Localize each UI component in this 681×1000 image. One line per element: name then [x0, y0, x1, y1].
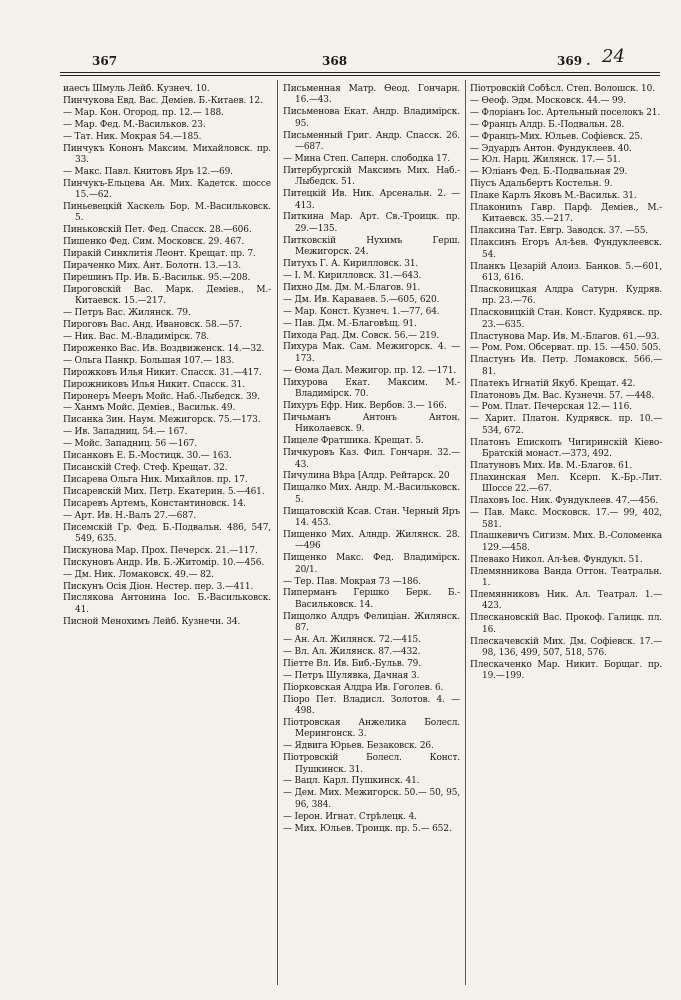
directory-entry: Пироговъ Вас. Анд. Ивановск. 58.—57. — [63, 320, 243, 331]
directory-entry: — Ядвига Юрьев. Безаковск. 26. — [283, 741, 434, 752]
column-2 — [283, 84, 460, 984]
directory-entry: Пирожниковъ Илья Никит. Спасск. 31. — [63, 379, 245, 390]
directory-entry: — Мар. Конст. Кузнеч. 1.—77, 64. — [283, 306, 440, 317]
directory-entry: — Пав. Макс. Московск. 17.— 99, 402, 581. — [470, 508, 662, 530]
directory-entry: Пиньковскій Пет. Фед. Спасск. 28.—606. — [63, 225, 252, 236]
page-number-center: 368 — [322, 54, 348, 68]
directory-entry: Пироженко Вас. Ив. Воздвиженск. 14.—32. — [63, 343, 265, 354]
directory-entry: Пичьманъ Антонъ Антон. Николаевск. 9. — [283, 412, 460, 435]
directory-entry: Племянникова Ванда Оттон. Театральн. 1. — [470, 566, 662, 589]
directory-entry: — Ан. Ал. Жилянск. 72.—415. — [283, 635, 421, 646]
handwritten-page-number: 24 — [602, 46, 625, 67]
directory-entry: Питецкій Ив. Ник. Арсенальн. 2. —413. — [283, 189, 460, 211]
directory-entry: Піотровскій Собѣсл. Степ. Волошск. 10. — [470, 84, 655, 94]
directory-entry: Плашкевичъ Сигизм. Мих. В.-Соломенка 129.—458. — [470, 531, 662, 553]
directory-entry: Пихуръ Ефр. Ник. Вербов. 3.— 166. — [283, 400, 447, 411]
directory-entry: Пиньевецкій Хаскель Бор. М.-Васильковск. 5. — [63, 202, 271, 224]
directory-entry: Писарева Ольга Ник. Михайлов. пр. 17. — [63, 474, 248, 485]
directory-entry: иаесъ Шмуль Лейб. Кузнеч. 10. — [63, 84, 210, 94]
directory-entry: Пиронеръ Мееръ Мойс. Наб.-Лыбедск. 39. — [63, 391, 260, 402]
column-divider-2 — [465, 80, 466, 985]
directory-entry: Піотровскій Болесл. Конст. Пушкинск. 31. — [283, 753, 460, 775]
directory-entry: — Вацл. Карл. Пушкинск. 41. — [283, 776, 420, 787]
column-divider-1 — [277, 80, 278, 985]
directory-entry: — Вл. Ал. Жилянск. 87.—432. — [283, 647, 421, 657]
column-3 — [470, 84, 662, 984]
directory-entry: — Дм. Ив. Караваев. 5.—605, 620. — [283, 294, 440, 305]
directory-entry: Писемскій Гр. Фед. Б.-Подвальн. 486, 547, 549, 635. — [63, 522, 271, 544]
directory-entry: Питковскій Нухимъ Герш. Межигорск. 24. — [283, 235, 460, 258]
directory-entry: — Ханмъ Мойс. Деміев., Васильк. 49. — [63, 403, 236, 414]
directory-entry: Плаксинъ Егоръ Ал-ѣев. Фундуклеевск. 54. — [470, 238, 662, 260]
directory-entry: Піотровская Анжелика Болесл. Мерингонск. 3. — [283, 717, 460, 740]
directory-entry: — Ив. Западниц. 54.— 167. — [63, 427, 188, 438]
directory-entry: Пирожковъ Илья Никит. Спасск. 31.—417. — [63, 367, 262, 378]
directory-entry: Платонъ Епископъ Чигиринскій Кіево-Братскій монаст.—373, 492. — [470, 437, 662, 460]
directory-entry: Писанскій Стеф. Стеф. Крещат. 32. — [63, 463, 228, 473]
directory-entry: Пищалко Мих. Андр. М.-Васильковск. 5. — [283, 483, 460, 505]
directory-entry: Платоновъ Дм. Вас. Кузнечн. 57. —448. — [470, 390, 655, 401]
directory-entry: Писаревъ Артемъ, Константиновск. 14. — [63, 498, 246, 509]
directory-entry: Пихода Рад. Дм. Совск. 56.— 219. — [283, 330, 440, 341]
header-rule-double — [60, 75, 660, 76]
directory-entry: Питкина Мар. Арт. Св.-Троицк. пр. 29.—135. — [283, 212, 460, 234]
directory-entry: Пишенко Фед. Сим. Московск. 29. 467. — [63, 237, 245, 248]
directory-entry: Пиперманъ Гершко Берк. Б.-Васильковск. 14. — [283, 588, 460, 610]
directory-entry: Племянниковъ Ник. Ал. Театрал. 1.—423. — [470, 589, 662, 612]
directory-entry: Пласковицкая Алдра Сатурн. Кудряв. пр. 23.—76. — [470, 284, 662, 307]
directory-entry: Піетте Вл. Ив. Биб.-Бульв. 79. — [283, 658, 421, 669]
directory-entry: Плаховъ Іос. Ник. Фундуклеев. 47.—456. — [470, 496, 659, 507]
directory-entry: — Мар. Фед. М.-Васильков. 23. — [63, 119, 206, 130]
directory-entry: Пираченко Мих. Ант. Болотн. 13.—13. — [63, 261, 241, 272]
directory-entry: Пихурова Екат. Максим. М.-Владимірск. 70. — [283, 377, 460, 400]
directory-entry: Плескановскій Вас. Прокоф. Галицк. пл. 16. — [470, 613, 662, 635]
directory-entry: — Мина Степ. Саперн. слободка 17. — [283, 153, 451, 164]
directory-entry: Пласковицкій Стан. Конст. Кудрявск. пр. 23.—635. — [470, 308, 662, 330]
directory-entry: Пищолко Алдръ Фелиціан. Жилянск. 87. — [283, 611, 460, 634]
directory-entry: — Ѳома Дал. Межигор. пр. 12. —171. — [283, 365, 457, 376]
directory-entry: — Мойс. Западниц. 56 —167. — [63, 439, 198, 450]
directory-entry: — Эдуардъ Антон. Фундуклеев. 40. — [470, 143, 632, 154]
directory-entry: Писанка Зин. Наум. Межигорск. 75.—173. — [63, 415, 261, 426]
directory-entry: Пироговскій Вас. Марк. Деміев., М.-Китаевск. 15.—217. — [63, 284, 271, 307]
directory-entry: — І. М. Кирилловск. 31.—643. — [283, 271, 422, 281]
directory-entry: Пихно Дм. Дм. М.-Благов. 91. — [283, 282, 421, 293]
directory-entry: — Ром. Плат. Печерская 12.— 116. — [470, 402, 632, 413]
directory-entry: — Ольга Панкр. Большая 107.— 183. — [63, 355, 235, 366]
directory-entry: Платекъ Игнатій Якуб. Крещат. 42. — [470, 378, 636, 389]
directory-entry: — Пав. Дм. М.-Благовѣщ. 91. — [283, 318, 417, 329]
directory-entry: Пискунова Мар. Прох. Печерск. 21.—117. — [63, 545, 258, 556]
directory-entry: Пищенко Мих. Алндр. Жилянск. 28.—496 — [283, 529, 460, 552]
column-1 — [63, 84, 271, 984]
directory-entry: — Юліанъ Фед. Б.-Подвальная 29. — [470, 167, 628, 178]
directory-entry: Піусъ Адальбертъ Костельн. 9. — [470, 179, 613, 190]
directory-entry: Плескачевскій Мих. Дм. Софіевск. 17.—98, 136, 499, 507, 518, 576. — [470, 636, 662, 658]
directory-entry: Пискунъ Осія Діон. Нестер. пер. 3.—411. — [63, 581, 254, 592]
directory-entry: Пластунъ Ив. Петр. Ломаковск. 566.—81. — [470, 355, 662, 377]
directory-entry: — Харит. Платон. Кудрявск. пр. 10.—534, 672. — [470, 414, 662, 436]
directory-entry: — Ѳеоф. Эдм. Московск. 44.— 99. — [470, 95, 626, 106]
directory-entry: — Арт. Ив. Н.-Валъ 27.—687. — [63, 510, 197, 521]
directory-entry: Плаке Карлъ Яковъ М.-Васильк. 31. — [470, 191, 637, 202]
directory-entry: Письменная Матр. Ѳеод. Гончарн. 16.—43. — [283, 84, 460, 106]
directory-entry: — Францъ-Мих. Юльев. Софіевск. 25. — [470, 131, 643, 142]
page-number-right: 369 . — [557, 54, 591, 68]
directory-entry: Пислякова Антонина Іос. Б.-Васильковск. 41. — [63, 593, 271, 615]
directory-entry: Пинчукова Евд. Вас. Деміев. Б.-Китаев. 12. — [63, 95, 263, 106]
directory-entry: Пластунова Мар. Ив. М.-Благов. 61.—93. — [470, 331, 660, 342]
directory-entry: Пирешинъ Пр. Ив. Б.-Васильк. 95.—208. — [63, 273, 251, 283]
directory-entry: — Ром. Ром. Обсерват. пр. 15. —450. 505. — [470, 343, 661, 354]
directory-entry: — Мар. Кон. Огород. пр. 12.— 188. — [63, 107, 224, 118]
directory-entry: Писной Менохимъ Лейб. Кузнечн. 34. — [63, 616, 241, 627]
directory-entry: Пицеле Фратшика. Крещат. 5. — [283, 436, 424, 447]
directory-entry: — Ник. Вас. М.-Владимірск. 78. — [63, 332, 209, 343]
directory-entry: Пискуновъ Андр. Ив. Б.-Житомір. 10.—456. — [63, 557, 265, 568]
directory-entry: Плакониnъ Гавр. Парф. Деміев., М.-Китаевск. 35.—217. — [470, 203, 662, 225]
directory-entry: Писанковъ Е. Б.-Мостицк. 30.— 163. — [63, 451, 232, 462]
directory-entry: — Макс. Павл. Книтовъ Яръ 12.—69. — [63, 166, 233, 177]
directory-entry: Пичулина Вѣра [Алдр. Рейтарск. 20 — [283, 471, 450, 482]
directory-entry: — Францъ Алдр. Б.-Подвальн. 28. — [470, 119, 625, 130]
directory-entry: — Мих. Юльев. Троицк. пр. 5.— 652. — [283, 823, 452, 834]
directory-entry: Платуновъ Мих. Ив. М.-Благов. 61. — [470, 461, 633, 471]
directory-entry: — Флоріанъ Іос. Артельный поселокъ 21. — [470, 107, 661, 118]
directory-entry: — Петръ Вас. Жилянск. 79. — [63, 308, 191, 319]
directory-entry: Планкъ Цезарій Алоиз. Банков. 5.—601, 613, 616. — [470, 261, 662, 283]
directory-entry: Пичкуровъ Каз. Фил. Гончарн. 32.—43. — [283, 448, 460, 470]
header-rule — [60, 72, 660, 73]
directory-entry: — Дм. Ник. Ломаковск. 49.— 82. — [63, 569, 214, 580]
directory-entry: Плескаченко Мар. Никит. Борщаг. пр. 19.—199. — [470, 659, 662, 682]
directory-entry: Питухъ Г. А. Кирилловск. 31. — [283, 259, 419, 270]
directory-entry: Писаревскій Мих. Петр. Екатерин. 5.—461. — [63, 486, 265, 497]
directory-entry: — Дем. Мих. Межигорск. 50.— 50, 95, 96, 384. — [283, 788, 460, 810]
directory-entry: Плевако Никол. Ал-ѣев. Фундукл. 51. — [470, 554, 643, 565]
directory-entry: Пинчукъ Кононъ Максим. Михайловск. пр. 33. — [63, 143, 271, 165]
directory-entry: Пинчукъ-Ельцева Ан. Мих. Кадетск. шоссе 15.—62. — [63, 178, 271, 201]
directory-entry: Пищатовскій Ксав. Стан. Черный Яръ 14. 453. — [283, 506, 460, 529]
directory-entry: Піоро Пет. Владисл. Золотов. 4. —498. — [283, 694, 460, 717]
directory-entry: Пихура Мак. Сам. Межигорск. 4. —173. — [283, 342, 460, 364]
directory-entry: — Юл. Нарц. Жилянск. 17.— 51. — [470, 155, 621, 166]
directory-entry: — Іерон. Игнат. Стрѣлецк. 4. — [283, 811, 417, 822]
directory-entry: Пищенко Макс. Фед. Владимірск. 20/1. — [283, 553, 460, 575]
directory-entry: Питербургскій Максимъ Мих. Наб.-Лыбедск. 51. — [283, 165, 460, 188]
page-number-left: 367 — [92, 54, 118, 68]
directory-entry: Пиракій Синклитія Леонт. Крещат. пр. 7. — [63, 249, 256, 260]
directory-entry: Плаксина Тат. Евгр. Заводск. 37. —55. — [470, 226, 649, 237]
directory-entry: Письменный Григ. Андр. Спасск. 26.—687. — [283, 130, 460, 153]
directory-entry: Піорковская Алдра Ив. Гоголев. 6. — [283, 682, 444, 693]
directory-entry: Письменова Екат. Андр. Владимірск. 95. — [283, 107, 460, 129]
directory-entry: — Петръ Шулявка, Дачная 3. — [283, 670, 420, 681]
directory-entry: — Тат. Ник. Мокрая 54.—185. — [63, 131, 202, 142]
directory-entry: — Тер. Пав. Мокрая 73 —186. — [283, 576, 421, 587]
directory-entry: Плахинская Мел. Ксерп. К.-Бр.-Лит. Шоссе 22.—67. — [470, 472, 662, 495]
